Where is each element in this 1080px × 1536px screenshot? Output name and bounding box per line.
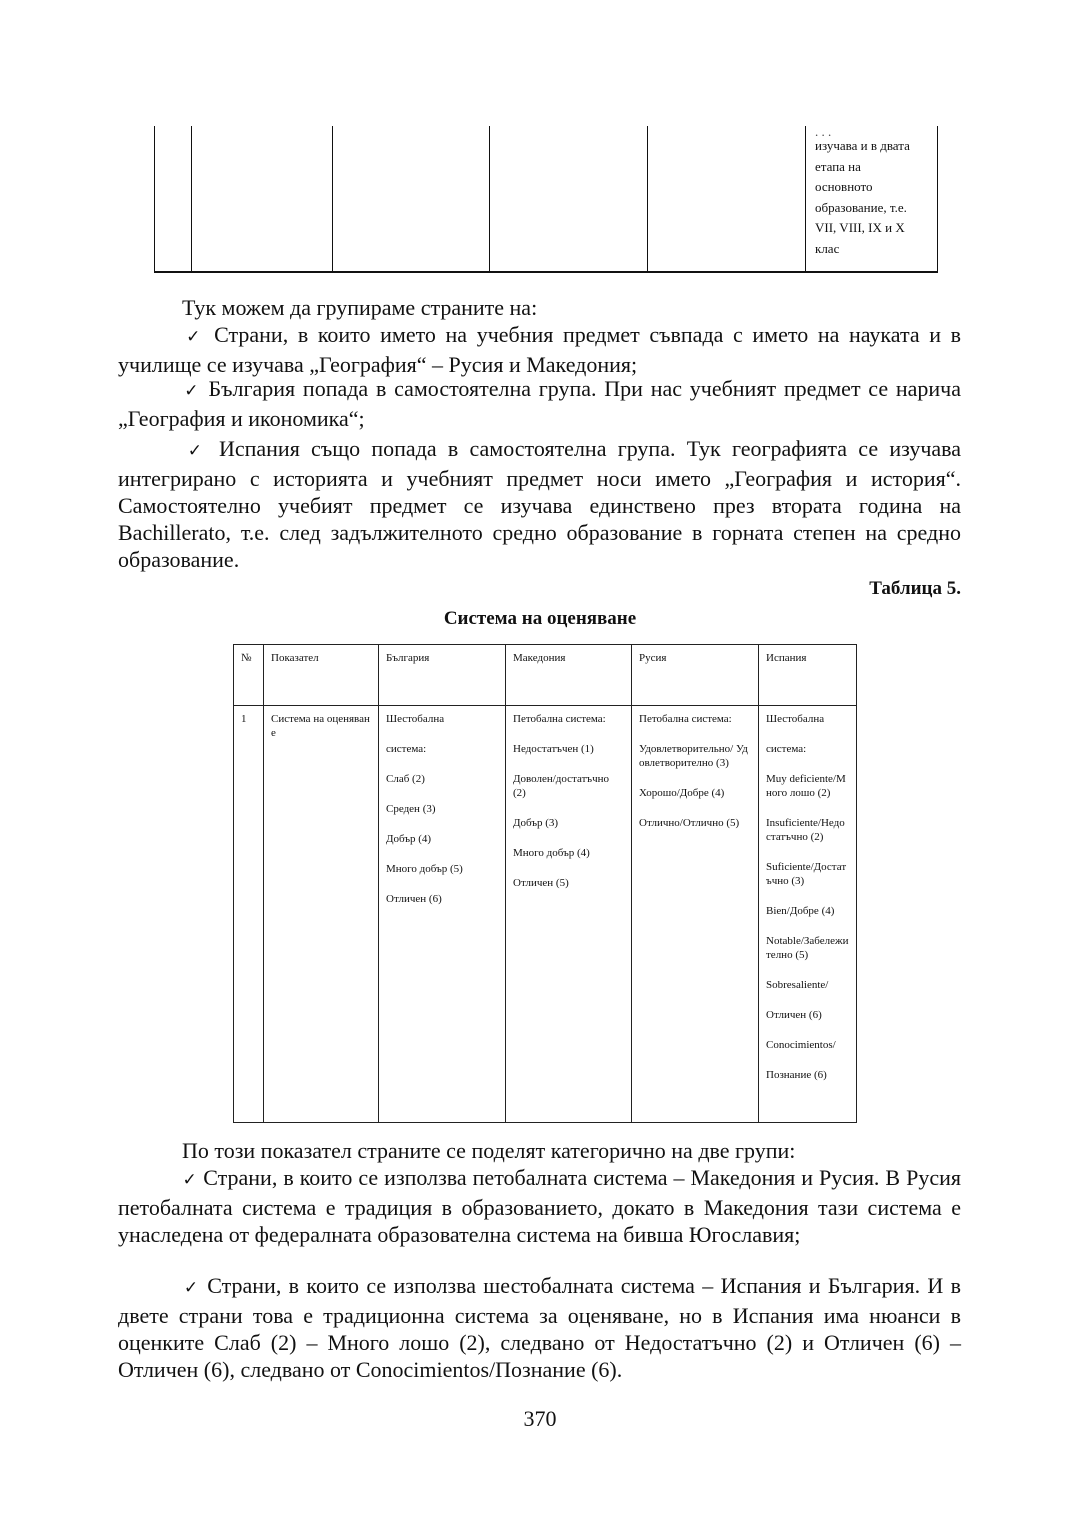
cell-line: клас <box>815 240 840 256</box>
paragraph-intro <box>118 294 961 321</box>
checkmark-icon: ✓ <box>182 1170 198 1190</box>
table-border <box>191 126 192 271</box>
grade-item: Среден (3) <box>386 803 436 815</box>
bullet-paragraph <box>118 435 961 573</box>
header-cell-spain: Испания <box>759 645 857 706</box>
cell-macedonia <box>506 706 632 1123</box>
grade-item: Доволен/достатъчно (2) <box>513 773 609 799</box>
grade-item: Suficiente/Достатъчно (3) <box>766 861 847 887</box>
cell-spain <box>759 706 857 1123</box>
cell-russia <box>632 706 759 1123</box>
clipped-text-line: . . . <box>815 124 832 139</box>
bullet-paragraph <box>118 375 961 432</box>
paragraph-text: Страни, в които името на учебния предмет съвпада с името на науката и в училище се изучава „География“ – Русия и Македония; <box>118 322 962 377</box>
cell-line: етапа на <box>815 158 861 174</box>
checkmark-icon: ✓ <box>182 441 208 461</box>
cell-line: изучава и в двата <box>815 138 910 153</box>
cell-line: образование, т.е. <box>815 199 907 215</box>
table-row <box>234 706 857 1123</box>
cell-indicator: Система на оценяване <box>264 706 379 1123</box>
grade-item: Добър (3) <box>513 817 559 829</box>
table-border <box>647 126 648 271</box>
grade-item: Отличен (6) <box>386 893 442 905</box>
bullet-paragraph <box>118 1164 961 1248</box>
grade-item: Bien/Добре (4) <box>766 905 835 917</box>
grade-item: Отличен (5) <box>513 877 569 889</box>
table-border <box>332 126 333 271</box>
grade-item: Удовлетворительно/ Удовлетворително (3) <box>639 743 748 769</box>
table-label: Таблица 5. <box>869 578 961 599</box>
grade-item: Шестобална <box>386 713 445 725</box>
table-title: Система на оценяване <box>443 608 637 629</box>
grade-item: система: <box>386 743 427 755</box>
grade-item: Петобална система: <box>639 713 732 725</box>
header-cell-bulgaria: България <box>379 645 506 706</box>
paragraph-text: Страни, в които се използва шестобалната система – Испания и България. И в двете страни това е традиционна система за оценяване, но в Испания има нюанси в оценките Слаб (2) – Много лошо (2), следвано от Недостатъчно (2) и Отличен (6) – Отличен (6), следвано от Conocimientos/Познание (6). <box>118 1273 962 1382</box>
grade-item: Много добър (4) <box>513 847 590 859</box>
paragraph-text: Тук можем да групираме страните на: <box>182 295 538 320</box>
previous-table-fragment <box>154 126 938 273</box>
paragraph-text: България попада в самостоятелна група. При нас учебният предмет се нарича „География и икономика“; <box>118 376 961 431</box>
paragraph-intro <box>118 1137 961 1164</box>
table-border <box>489 126 490 271</box>
cell-number: 1 <box>234 706 264 1123</box>
grade-item: Conocimientos/ <box>766 1039 836 1051</box>
checkmark-icon: ✓ <box>182 1278 200 1298</box>
grade-item: Петобална система: <box>513 713 606 725</box>
header-cell-russia: Русия <box>632 645 759 706</box>
table-cell-last-column <box>805 126 938 271</box>
checkmark-icon: ✓ <box>182 327 205 347</box>
grade-item: Отлично/Отлично (5) <box>639 817 740 829</box>
grade-item: Недостатъчен (1) <box>513 743 594 755</box>
grading-system-table <box>233 644 857 1123</box>
header-cell-number: № <box>234 645 264 706</box>
paragraph-text: Страни, в които се използва петобалната система – Македония и Русия. В Русия петобалната система е традиция в образованието, докато в Македония тази система е унаследена от федералната образователна система на бивша Югославия; <box>118 1165 961 1247</box>
grade-item: Шестобална <box>766 713 825 725</box>
grade-item: Insuficiente/Недостатъчно (2) <box>766 817 845 843</box>
header-cell-macedonia: Македония <box>506 645 632 706</box>
page-number: 370 <box>523 1406 557 1431</box>
checkmark-icon: ✓ <box>182 381 201 401</box>
paragraph-text: По този показател страните се поделят категорично на две групи: <box>182 1138 796 1163</box>
grade-item: Много добър (5) <box>386 863 463 875</box>
cell-line: VII, VIII, IX и X <box>815 220 905 235</box>
grade-item: Sobresaliente/ <box>766 979 829 991</box>
paragraph-text: Испания също попада в самостоятелна група. Тук географията се изучава интегрирано с историята и учебният предмет носи името „География и история“. Самостоятелно учебият предмет се изучава единствено през втората година на Bachillerato, т.е. след задължителното средно образование в горната степен на средно образование. <box>118 436 962 572</box>
table-border <box>154 126 155 271</box>
grade-item: система: <box>766 743 807 755</box>
table-header-row <box>234 645 857 706</box>
bullet-paragraph <box>118 321 961 378</box>
cell-bulgaria <box>379 706 506 1123</box>
grade-item: Добър (4) <box>386 833 432 845</box>
cell-line: основното <box>815 179 873 194</box>
grade-item: Слаб (2) <box>386 773 425 785</box>
header-cell-indicator: Показател <box>264 645 379 706</box>
grade-item: Хорошо/Добре (4) <box>639 787 725 799</box>
grade-item: Notable/Забележително (5) <box>766 935 849 961</box>
grade-item: Отличен (6) <box>766 1009 822 1021</box>
grade-item: Познание (6) <box>766 1069 827 1081</box>
bullet-paragraph <box>118 1272 961 1383</box>
grade-item: Muy deficiente/Много лошо (2) <box>766 773 846 799</box>
